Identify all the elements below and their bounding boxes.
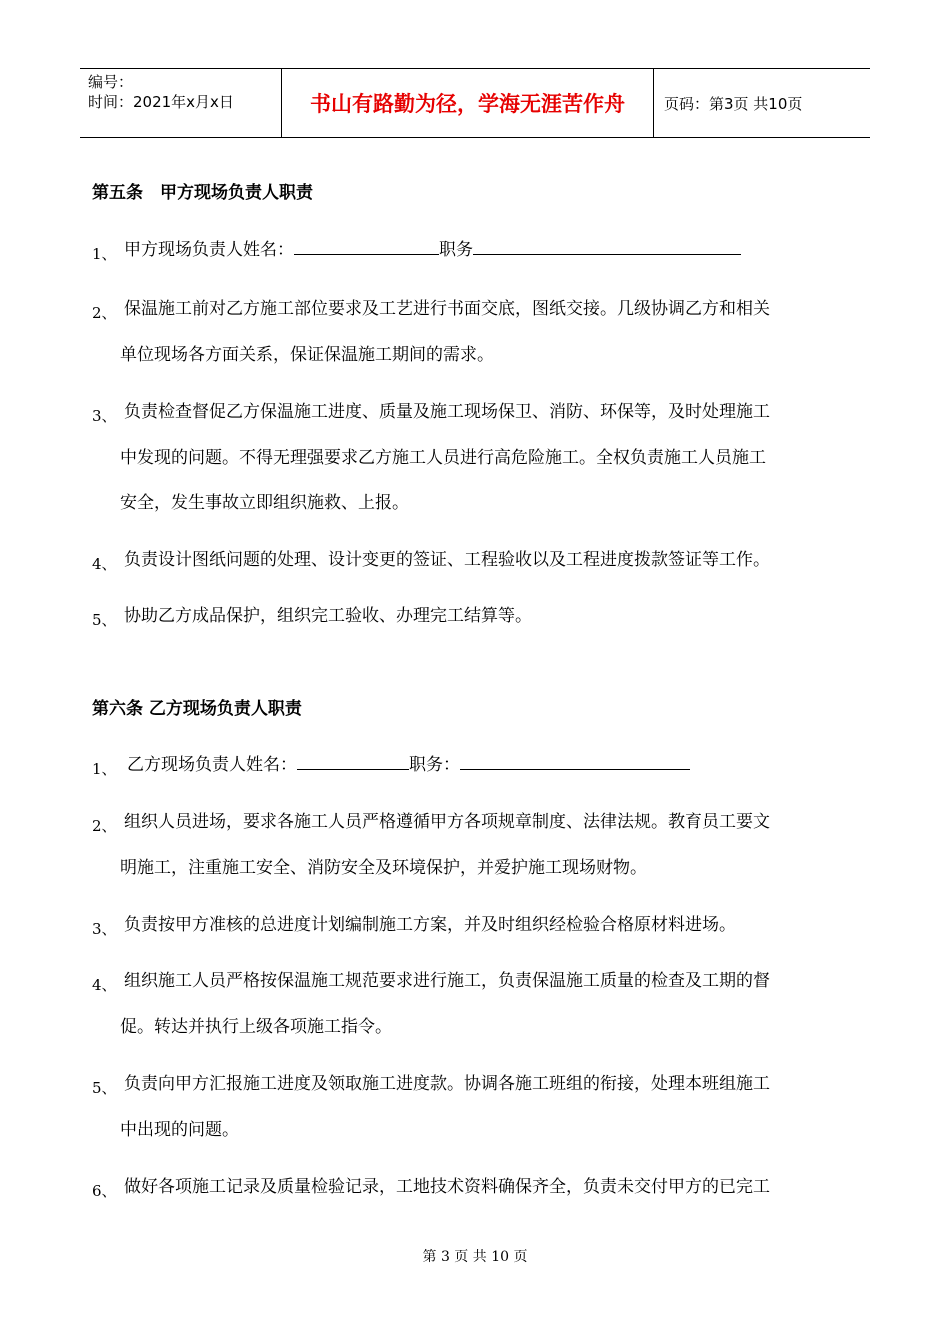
page-footer: 第 3 页 共 10 页 [422, 1249, 528, 1265]
item-text-line: 单位现场各方面关系，保证保温施工期间的需求。 [120, 345, 494, 365]
item-number: 1、 [92, 245, 117, 263]
item-number: 5、 [92, 1079, 117, 1097]
item-number: 3、 [92, 407, 117, 425]
item-number: 4、 [92, 976, 117, 994]
item-number: 2、 [92, 817, 117, 835]
header-motto: 书山有路勤为径，学海无涯苦作舟 [282, 69, 654, 137]
item-number: 6、 [92, 1182, 117, 1200]
item-text-line: 中发现的问题。不得无理强要求乙方施工人员进行高危险施工。全权负责施工人员施工 [120, 448, 766, 468]
item-text-line: 负责检查督促乙方保温施工进度、质量及施工现场保卫、消防、环保等，及时处理施工 [124, 402, 770, 422]
header-left-cell [80, 69, 282, 137]
item-text-line: 安全，发生事故立即组织施救、上报。 [120, 493, 409, 513]
document-date-label: 时间：2021年x月x日 [88, 93, 234, 111]
section-5-title: 第五条 甲方现场负责人职责 [92, 183, 313, 203]
position-label: 职务： [409, 755, 460, 775]
item-text-line: 促。转达并执行上级各项施工指令。 [120, 1017, 392, 1037]
item-number: 2、 [92, 304, 117, 322]
name-label: 甲方现场负责人姓名： [124, 240, 294, 260]
name-blank-line [294, 238, 439, 255]
item-number: 4、 [92, 555, 117, 573]
item-text-line: 负责向甲方汇报施工进度及领取施工进度款。协调各施工班组的衔接，处理本班组施工 [124, 1074, 770, 1094]
item-text-line: 组织人员进场，要求各施工人员严格遵循甲方各项规章制度、法律法规。教育员工要文 [124, 812, 770, 832]
position-label: 职务 [439, 240, 473, 260]
header-page-label: 页码：第3页 共10页 [664, 94, 803, 113]
document-number-label: 编号： [88, 73, 134, 91]
item-text-line: 负责按甲方准核的总进度计划编制施工方案，并及时组织经检验合格原材料进场。 [124, 915, 736, 935]
position-blank-line [460, 753, 690, 770]
item-number: 1、 [92, 760, 117, 778]
item-text-line: 做好各项施工记录及质量检验记录，工地技术资料确保齐全，负责未交付甲方的已完工 [124, 1177, 770, 1197]
item-number: 5、 [92, 611, 117, 629]
item-number: 3、 [92, 920, 117, 938]
name-blank-line [297, 753, 409, 770]
item-text-line: 中出现的问题。 [120, 1120, 239, 1140]
position-blank-line [473, 238, 741, 255]
item-text-line: 明施工，注重施工安全、消防安全及环境保护，并爱护施工现场财物。 [120, 858, 647, 878]
item-text-line: 保温施工前对乙方施工部位要求及工艺进行书面交底，图纸交接。几级协调乙方和相关 [124, 299, 770, 319]
item-text-line: 组织施工人员严格按保温施工规范要求进行施工，负责保温施工质量的检查及工期的督 [124, 971, 770, 991]
section-6-title: 第六条 乙方现场负责人职责 [92, 699, 302, 719]
item-text-line: 协助乙方成品保护，组织完工验收、办理完工结算等。 [124, 606, 532, 626]
page-header [80, 68, 870, 138]
item-text-line: 负责设计图纸问题的处理、设计变更的签证、工程验收以及工程进度拨款签证等工作。 [124, 550, 770, 570]
name-label: 乙方现场负责人姓名： [127, 755, 297, 775]
